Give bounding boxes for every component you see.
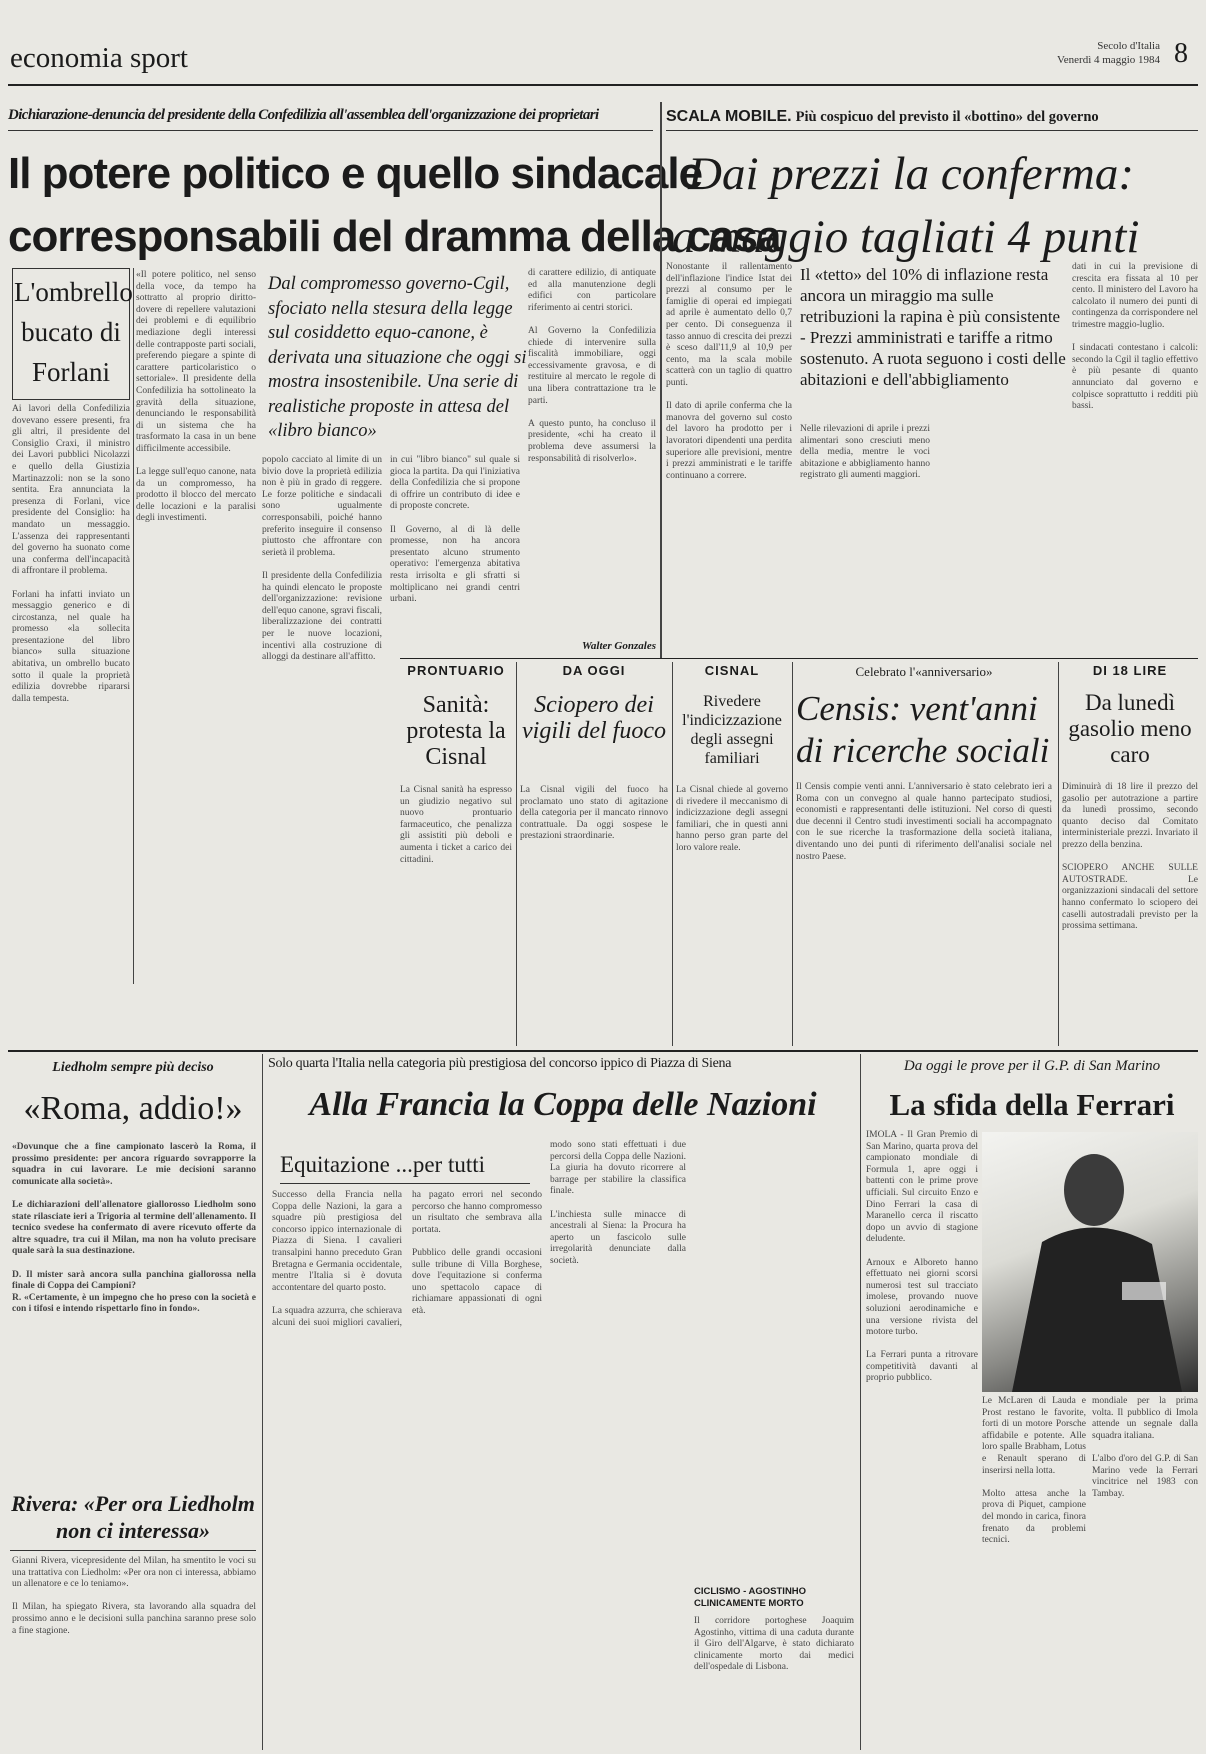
censis-body: Il Censis compie venti anni. L'anniversario è stato celebrato ieri a Roma con un convegno al quale hanno partecipato studiosi, economisti e rappresentanti delle istituzioni. Nel corso di questi due decenni il Centro studi investimenti sociali ha accompagnato con le sue ricerche la trasformazione della società italiana, diventando uno dei punti di riferimento dell'analisi sociale nel nostro Paese. — [796, 782, 1055, 862]
scala-col-right: dati in cui la previsione di crescita era fissata al 10 per cento. Il ministero del Lavoro ha calcolato il numero dei punti di contingenza da corrispondere nel trimestre maggio-luglio. I sindacati contestano i calcoli: secondo la Cgil il taglio effettivo è più pesante di quanto annunciato dal governo e colpisce soprattutto i redditi più bassi. — [1072, 262, 1198, 412]
paper-name: Secolo d'Italia — [1097, 40, 1160, 52]
scala-headline-2: a maggio tagliati 4 punti — [672, 211, 1140, 263]
confedilizia-summary: Dal compromesso governo-Cgil, sfociato nella stesura della legge sul cosiddetto equo-canone, è derivata una situazione che oggi si mostra insostenibile. Una serie di realistiche proposte in attesa del «libro bianco» — [268, 274, 527, 441]
scala-headline-1: Dai prezzi la conferma: — [688, 148, 1135, 200]
scala-col-mid: Nelle rilevazioni di aprile i prezzi alimentari sono cresciuti meno della media, mentre le voci abitazione e abbigliamento hanno registrato gli aumenti maggiori. — [800, 424, 933, 481]
cisnal-tag: CISNAL — [704, 663, 760, 678]
brief-divider — [516, 662, 517, 1046]
section-title — [10, 42, 270, 78]
scala-underline — [666, 130, 1198, 131]
cisnal-headline: Rivedere l'indicizzazione degli assegni familiari — [682, 693, 782, 767]
scala-summary: Il «tetto» del 10% di inflazione resta ancora un miraggio ma sulle retribuzioni la rapina è più consistente - Prezzi amministrati e tariffe a ritmo sostenuto. A ruota seguono i costi delle abitazioni e dell'abbigliamento — [800, 265, 1066, 389]
section-divider — [660, 102, 662, 658]
page-date: Venerdì 4 maggio 1984 — [1057, 54, 1160, 66]
gasolio-headline: Da lunedì gasolio meno caro — [1068, 690, 1192, 767]
brief-divider — [792, 662, 793, 1046]
gasolio-body: Diminuirà di 18 lire il prezzo del gasolio per autotrazione a partire da lunedì prossimo, secondo quanto deciso dal Comitato interministeriale prezzi. Invariato il prezzo della benzina. SCIOPERO ANCHE SULLE AUTOSTRADE. Le organizzazioni sindacali del settore hanno confermato lo sciopero dei caselli autostradali previsto per la prossima settimana. — [1062, 782, 1198, 932]
scala-kicker-label: SCALA MOBILE. — [666, 108, 792, 125]
prontuario-headline: Sanità: protesta la Cisnal — [406, 692, 506, 770]
confedilizia-body-col3: di carattere edilizio, di antiquate ed alla manutenzione degli edifici con particolare riferimento ai centri storici. Al Governo la Confedilizia chiede di intervenire sulla fiscalità immobiliare, oggi eccessivamente gravosa, e di restituire al mercato le regole di una libera contrattazione tra le parti. A questo punto, ha concluso il presidente, «chi ha creato il problema deve assumersi la responsabilità di risolverlo». — [528, 268, 656, 464]
ferrari-col1: IMOLA - Il Gran Premio di San Marino, quarta prova del campionato mondiale di Formula 1, apre oggi i battenti con le prime prove ufficiali. Sul circuito Enzo e Dino Ferrari la casa di Maranello cerca il riscatto dopo un avvio di stagione deludente. Arnoux e Alboreto hanno effettuato nei giorni scorsi numerosi test sul tracciato imolese, provando nuove soluzioni aerodinamiche e una versione rivista del motore turbo. La Ferrari punta a ritrovare competitività davanti al proprio pubblico. — [866, 1130, 978, 1384]
photo-head-shape — [1064, 1154, 1124, 1226]
forlani-title: L'ombrello bucato di Forlani — [14, 277, 133, 387]
photo-body-shape — [1012, 1227, 1182, 1392]
scala-col-left: Nonostante il rallentamento dell'inflazione l'indice Istat dei prezzi al consumo per le famiglie di operai ed impiegati ad aprile è aumentato dello 0,7 per cento. Di conseguenza il tasso annuo di crescita dei prezzi è sceso dall'11,9 al 10,9 per cento, ma la scala mobile scatterà con un taglio di quattro punti. Il dato di aprile conferma che la manovra del governo sul costo del lavoro ha prodotto per i lavoratori dipendenti una perdita superiore alle previsioni, mentre i prezzi amministrati e le tariffe continuano a correre. — [666, 262, 792, 481]
mid-rule — [400, 658, 1198, 659]
bottom-rule — [8, 1050, 1198, 1052]
brief-divider — [1058, 662, 1059, 1046]
scala-kicker-rest: Più cospicuo del previsto il «bottino» del governo — [795, 109, 1099, 125]
prontuario-body: La Cisnal sanità ha espresso un giudizio negativo sul nuovo prontuario farmaceutico, che penalizza gli assistiti più deboli e aumenta i ticket a carico dei cittadini. — [400, 785, 515, 865]
header-rule — [8, 84, 1198, 86]
ferrari-col3: mondiale per la prima volta. Il pubblico di Imola attende un segnale dalla squadra italiana. L'albo d'oro del G.P. di San Marino vede la Ferrari vincitrice nel 1983 con Tambay. — [1092, 1396, 1198, 1499]
equitazione-body: Successo della Francia nella Coppa delle Nazioni, la gara a squadre più prestigiosa del concorso ippico internazionale di Piazza di Siena. I cavalieri transalpini hanno preceduto Gran Bretagna e Germania occidentale, mentre l'Italia si è dovuta accontentare del quarto posto. La squadra azzurra, che schierava alcuni dei suoi migliori cavalieri, ha pagato errori nel secondo percorso che hanno compromesso un risultato che sembrava alla portata. Pubblico delle grandi occasioni sulle tribune di Villa Borghese, dove l'equitazione si conferma uno spettacolo capace di richiamare appassionati di ogni età. — [272, 1190, 542, 1328]
daoggi-body: La Cisnal vigili del fuoco ha proclamato uno stato di agitazione della categoria per il mancato rinnovo contrattuale. Da oggi sospese le prestazioni straordinarie. — [520, 785, 671, 842]
rivera-headline: Rivera: «Per ora Liedholm non ci interessa» — [11, 1491, 255, 1543]
daoggi-tag: DA OGGI — [562, 663, 626, 678]
confedilizia-side-col1: Ai lavori della Confedilizia dovevano essere presenti, fra gli altri, il presidente del Consiglio Craxi, il ministro dei Lavori pubblici Nicolazzi e quello della Giustizia Martinazzoli: non se la sono sentita. Era annunciata la presenza di Forlani, vice presidente del Consiglio: ha mandato un messaggio. L'assenza dei rappresentanti del governo ha suonato come una conferma dell'incapacità di affrontare il problema. Forlani ha infatti inviato un messaggio generico e di circostanza, nel quale ha promesso «la sollecita presentazione del libro bianco» sulla situazione abitativa, un ombrello bucato sotto il quale la proprietà edilizia dovrebbe ripararsi dalla tempesta. — [12, 404, 130, 704]
ciclismo-body: Il corridore portoghese Joaquim Agostinho, vittima di una caduta durante il Giro dell'Algarve, è stato dichiarato clinicamente morto dai medici dell'ospedale di Lisbona. — [694, 1616, 857, 1673]
section-label: economia sport — [10, 42, 188, 74]
rivera-underline — [10, 1550, 256, 1551]
page-number: 8 — [1174, 38, 1188, 69]
ferrari-kicker: Da oggi le prove per il G.P. di San Marino — [903, 1058, 1161, 1074]
rivera-body: Gianni Rivera, vicepresidente del Milan, ha smentito le voci su una trattativa con Liedholm: «Per ora non ci interessa, abbiamo un allenatore e ce lo teniamo». Il Milan, ha spiegato Rivera, sta lavorando alla squadra del prossimo anno e le decisioni sulla panchina saranno prese solo a fine stagione. — [12, 1556, 256, 1636]
liedholm-body: «Dovunque che a fine campionato lascerò la Roma, il prossimo presidente: per ancora riguardo sovrapporre la squadra in cui lavorare. Le mie decisioni saranno comunicate alla società». Le dichiarazioni dell'allenatore giallorosso Liedholm sono state rilasciate ieri a Trigoria al termine dell'allenamento. Il tecnico svedese ha confermato di avere ricevuto offerte da altre squadre, tra cui il Milan, ma non ha voluto precisare quale sarà la sua destinazione. D. Il mister sarà ancora sulla panchina giallorossa nella finale di Coppa dei Campioni? R. «Certamente, è un impegno che ho preso con la società e con i tifosi e intendo rispettarlo fino in fondo». — [12, 1142, 256, 1315]
kicker-underline — [8, 130, 653, 131]
censis-kicker: Celebrato l'«anniversario» — [855, 664, 993, 679]
confedilizia-byline: Walter Gonzales — [581, 640, 656, 652]
confedilizia-headline-1: Il potere politico e quello sindacale — [8, 149, 703, 198]
confedilizia-body-col2: in cui "libro bianco" sul quale si gioca la partita. Da qui l'iniziativa della Confedilizia che si propone di offrire un contributo di idee e di proposte concrete. Il Governo, al di là delle promesse, non ha ancora presentato alcuno strumento operativo: l'emergenza abitativa resta irrisolta e gli sfratti si moltiplicano nei grandi centri urbani. — [390, 455, 520, 605]
photo-patch-shape — [1122, 1282, 1166, 1300]
ciclismo-title: CICLISMO - AGOSTINHO CLINICAMENTE MORTO — [694, 1586, 807, 1609]
prontuario-tag: PRONTUARIO — [407, 663, 505, 678]
equitazione-headline: Alla Francia la Coppa delle Nazioni — [309, 1086, 817, 1123]
equitazione-subhead: Equitazione ...per tutti — [280, 1150, 530, 1184]
column-divider — [133, 268, 134, 984]
liedholm-kicker: Liedholm sempre più deciso — [52, 1060, 214, 1075]
daoggi-headline: Sciopero dei vigili del fuoco — [522, 692, 666, 744]
scala-kicker — [666, 108, 1198, 130]
equitazione-kicker: Solo quarta l'Italia nella categoria più prestigiosa del concorso ippico di Piazza di Siena — [268, 1056, 732, 1071]
brief-divider — [672, 662, 673, 1046]
ferrari-col2: Le McLaren di Lauda e Prost restano le favorite, forti di un motore Porsche affidabile e potente. Alle loro spalle Brabham, Lotus e Renault sperano di inserirsi nella lotta. Molto attesa anche la prova di Piquet, campione del mondo in carica, finora frenato da problemi tecnici. — [982, 1396, 1086, 1546]
censis-headline-2: di ricerche sociali — [796, 731, 1050, 770]
driver-photo — [982, 1132, 1198, 1392]
censis-headline-1: Censis: vent'anni — [796, 689, 1038, 728]
cisnal-body: La Cisnal chiede al governo di rivedere il meccanismo di indicizzazione degli assegni familiari, che in questi anni hanno perso gran parte del loro valore reale. — [676, 785, 791, 853]
ferrari-headline: La sfida della Ferrari — [889, 1087, 1175, 1122]
driver-photo-illustration — [982, 1132, 1198, 1392]
confedilizia-side-col2: «Il potere politico, nel senso della voce, da tempo ha sottratto al proprio diritto-dovere di repellere valutazioni dei problemi e di equilibrio mediazione degli interessi delle contrapposte parti sociali, preferendo piegare a spinte di carattere particolaristico o settoriale». Il presidente della Confedilizia ha sottolineato la gravità della situazione, denunciando le responsabilità di un sistema che ha trasformato la casa in un bene difficilmente accessibile. La legge sull'equo canone, nata da un compromesso, ha prodotto il blocco del mercato delle locazioni e la paralisi degli investimenti. — [136, 270, 256, 524]
confedilizia-kicker: Dichiarazione-denuncia del presidente della Confedilizia all'assemblea dell'organizzazione dei proprietari — [8, 107, 599, 123]
bottom-divider — [262, 1054, 263, 1750]
equitazione-col3: modo sono stati effettuati i due percorsi della Coppa delle Nazioni. La giuria ha dovuto ricorrere al barrage per stabilire la classifica finale. L'inchiesta sulle minacce di ancestrali al Siena: la Procura ha aperto un fascicolo sulle irregolarità denunciate dalla società. — [550, 1140, 686, 1266]
confedilizia-body-col1: popolo cacciato al limite di un bivio dove la proprietà edilizia non è più in grado di reggere. Le forze politiche e sindacali sono ugualmente corresponsabili, poiché hanno preferito inseguire il consenso piuttosto che affrontare con serietà il problema. Il presidente della Confedilizia ha quindi elencato le proposte dell'organizzazione: revisione dell'equo canone, sgravi fiscali, liberalizzazione dei contratti per le nuove locazioni, incentivi alla costruzione di alloggi da destinare all'affitto. — [262, 455, 382, 663]
gasolio-tag: DI 18 LIRE — [1092, 663, 1168, 678]
liedholm-headline: «Roma, addio!» — [23, 1090, 243, 1127]
confedilizia-headline-2: corresponsabili del dramma della casa — [8, 212, 781, 261]
bottom-divider — [860, 1054, 861, 1750]
